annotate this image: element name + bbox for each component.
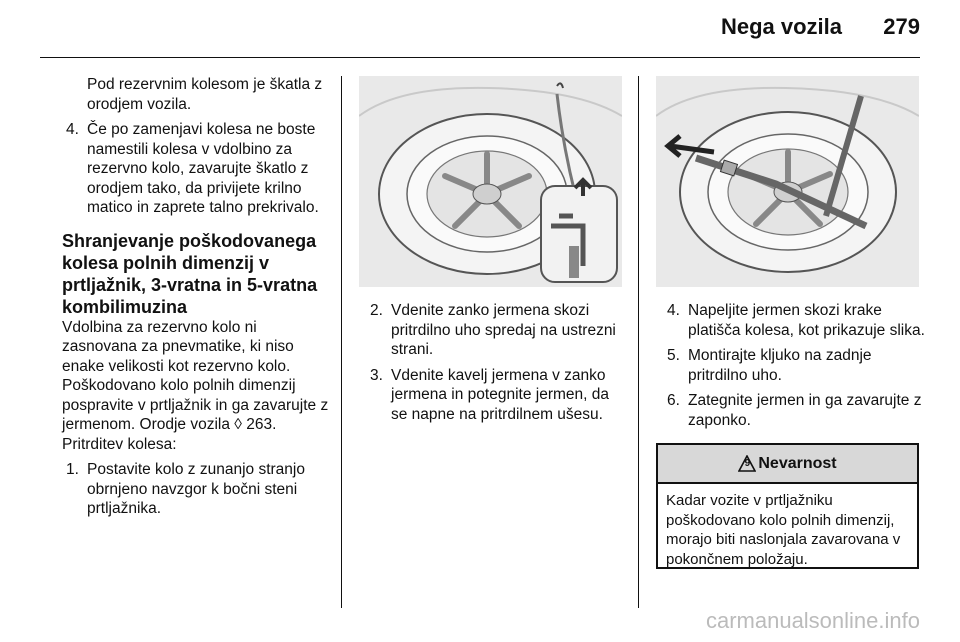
list-item [62, 460, 330, 519]
section-heading: Shranjevanje poškodovanega kolesa polnih dimenzij v prtljažnik, 3-vratna in 5-vratna kombilimuzina [62, 230, 318, 317]
list-item [663, 346, 925, 385]
list-item [366, 301, 628, 360]
step-number: 6. [667, 392, 680, 409]
wheel-strap-illustration [656, 76, 919, 287]
warning-box [656, 443, 919, 569]
column-left [62, 75, 330, 525]
warning-title: Nevarnost [758, 454, 837, 472]
list-item [62, 120, 330, 218]
paragraph-end: . [272, 416, 277, 433]
list-item [663, 301, 925, 340]
list-item [663, 391, 925, 430]
column-right [663, 301, 925, 436]
reference-arrow-icon: ◊ [234, 416, 242, 433]
step-number: 4. [667, 302, 680, 319]
warning-text: Kadar vozite v prtljažniku poškodovano kolo polnih dimenzij, morajo biti naslonjala zavarovana v pokončnem položaju. [666, 492, 901, 568]
figure-wheel-strap [656, 76, 919, 287]
warning-header [658, 445, 917, 484]
step-number: 2. [370, 302, 383, 319]
step-text: Če po zamenjavi kolesa ne boste namestili kolesa v vdolbino za rezervno kolo, zavarujte škatlo z orodjem tako, da privijete krilno matico in zaprete talno prekrivalo. [87, 121, 319, 216]
step-number: 4. [66, 121, 79, 138]
step-text: Vdenite zanko jermena skozi pritrdilno uho spredaj na ustrezni strani. [391, 302, 616, 358]
continued-text: Pod rezervnim kolesom je škatla z orodjem vozila. [87, 76, 323, 113]
spare-wheel-illustration [359, 76, 622, 287]
figure-wheel-loop [359, 76, 622, 287]
paragraph: Pritrditev kolesa: [62, 435, 177, 453]
page-number: 279 [883, 14, 920, 39]
paragraph [62, 318, 330, 435]
watermark: carmanualsonline.info [705, 608, 920, 633]
column-divider [341, 76, 342, 608]
paragraph-text: Vdolbina za rezervno kolo ni zasnovana za pnevmatike, ki niso enake velikosti kot rezervno kolo. Poškodovano kolo polnih dimenzij pospravite v prtljažnik in ga zavarujte z jermenom. Orodje vozila [62, 318, 329, 433]
step-number: 1. [66, 461, 79, 478]
header-rule [40, 57, 920, 58]
step-text: Postavite kolo z zunanjo stranjo obrnjeno navzgor k bočni steni prtljažnika. [87, 461, 305, 517]
step-text: Napeljite jermen skozi krake platišča kolesa, kot prikazuje slika. [688, 302, 925, 339]
step-number: 3. [370, 366, 383, 384]
list-item [366, 366, 628, 425]
section-title: Nega vozila [720, 14, 842, 39]
step-text: Vdenite kavelj jermena v zanko jermena in potegnite jermen, da se napne na pritrdilnem ušesu. [391, 366, 609, 423]
column-divider [638, 76, 639, 608]
step-text: Montirajte kljuko na zadnje pritrdilno uho. [688, 347, 872, 384]
step-number: 5. [667, 347, 680, 364]
warning-triangle-icon: 9 [738, 455, 756, 472]
step-text: Zategnite jermen in ga zavarujte z zaponko. [688, 392, 922, 429]
column-middle [366, 301, 628, 430]
page-reference-link[interactable]: 263 [246, 416, 273, 433]
